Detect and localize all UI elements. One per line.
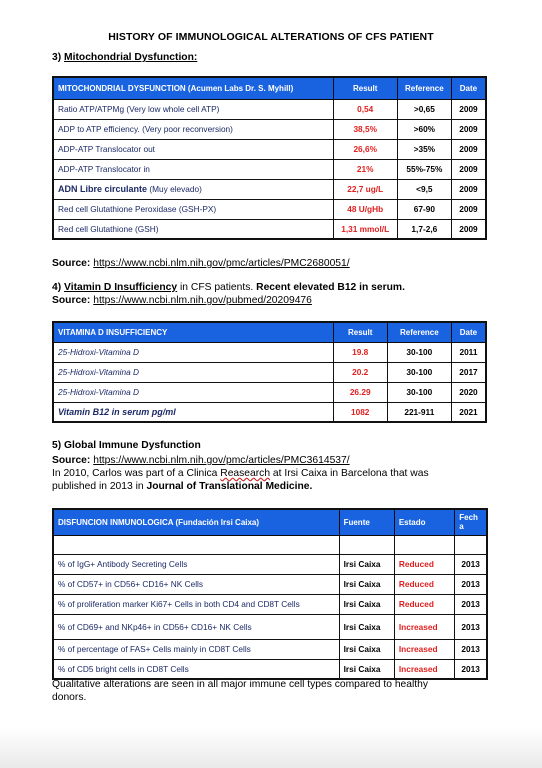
- row-result: 26.29: [333, 382, 387, 402]
- section-3-number: 3): [52, 52, 62, 63]
- row-name: 25-Hidroxi-Vitamina D: [53, 362, 333, 382]
- source-label: Source:: [52, 295, 91, 306]
- row-reference: 30-100: [387, 342, 451, 362]
- para-text: In 2010, Carlos was part of a Clinica: [52, 468, 221, 479]
- header-cell: Fuente: [339, 509, 394, 535]
- row-status: Increased: [394, 614, 454, 639]
- table-row: [53, 362, 486, 382]
- row-name: [53, 119, 333, 139]
- row-status: Reduced: [394, 554, 454, 574]
- row-name: [53, 199, 333, 219]
- table-row: [53, 219, 486, 239]
- table-row: [53, 99, 486, 119]
- header-cell: [455, 509, 487, 535]
- section-5-heading: 5) Global Immune Dysfunction: [52, 440, 201, 451]
- para-text: at Irsi Caixa in Barcelona that was: [270, 468, 429, 479]
- vitamin-d-table-header: [53, 322, 486, 342]
- row-name-text: ADP to ATP efficiency. (Very poor reconversion): [58, 124, 233, 134]
- row-name: 25-Hidroxi-Vitamina D: [53, 382, 333, 402]
- row-name: % of percentage of FAS+ Cells mainly in CD8T Cells: [53, 639, 339, 659]
- row-date: 2009: [451, 199, 486, 219]
- vitamin-d-table: [52, 321, 487, 423]
- table-row: [53, 159, 486, 179]
- header-cell: Result: [333, 77, 397, 99]
- row-date: 2013: [455, 574, 487, 594]
- spacer-row: [53, 535, 487, 554]
- mitochondrial-table-header: [53, 77, 486, 99]
- row-date: 2017: [451, 362, 486, 382]
- row-name: [53, 219, 333, 239]
- row-name: [53, 159, 333, 179]
- header-cell: Reference: [387, 322, 451, 342]
- row-result: 1,31 mmol/L: [333, 219, 397, 239]
- row-name-text: ADP-ATP Translocator out: [58, 144, 155, 154]
- section-3-source: [52, 257, 350, 270]
- row-status: Increased: [394, 659, 454, 679]
- table-row: [53, 139, 486, 159]
- section-4-title: Vitamin D Insufficiency: [64, 282, 178, 293]
- source-link[interactable]: https://www.ncbi.nlm.nih.gov/pubmed/20209476: [93, 295, 312, 306]
- para-text: published in 2013 in: [52, 481, 147, 492]
- section-4-source: [52, 294, 312, 307]
- row-result: 0,54: [333, 99, 397, 119]
- source-link[interactable]: https://www.ncbi.nlm.nih.gov/pmc/articles/PMC2680051/: [93, 258, 350, 269]
- header-cell: Result: [333, 322, 387, 342]
- footer-line: donors.: [52, 692, 87, 703]
- row-name-text: (Muy elevado): [147, 184, 202, 194]
- row-status: Reduced: [394, 594, 454, 614]
- header-text: Fech: [459, 513, 478, 523]
- row-name: Vitamin B12 in serum pg/ml: [53, 402, 333, 422]
- table-row: [53, 574, 487, 594]
- row-name: [53, 139, 333, 159]
- header-cell: VITAMINA D INSUFFICIENCY: [53, 322, 333, 342]
- row-name: % of proliferation marker Ki67+ Cells in both CD4 and CD8T Cells: [53, 594, 339, 614]
- header-cell: Date: [451, 322, 486, 342]
- header-cell: DISFUNCION INMUNOLOGICA (Fundación Irsi Caixa): [53, 509, 339, 535]
- page-bottom-shadow: [0, 728, 542, 768]
- row-name: 25-Hidroxi-Vitamina D: [53, 342, 333, 362]
- section-3-heading: [52, 52, 197, 63]
- row-source: Irsi Caixa: [339, 594, 394, 614]
- row-source: Irsi Caixa: [339, 659, 394, 679]
- section-4-heading: [52, 281, 405, 294]
- row-result: 20.2: [333, 362, 387, 382]
- row-date: 2013: [455, 554, 487, 574]
- row-status: Reduced: [394, 574, 454, 594]
- row-name: [53, 99, 333, 119]
- row-name: [53, 179, 333, 199]
- row-reference: >60%: [397, 119, 451, 139]
- table-row: [53, 402, 486, 422]
- table-row: [53, 179, 486, 199]
- journal-name: Journal of Translational Medicine.: [146, 481, 313, 492]
- header-text: a: [459, 522, 464, 532]
- header-cell: Estado: [394, 509, 454, 535]
- mitochondrial-table: [52, 76, 487, 240]
- row-date: 2009: [451, 139, 486, 159]
- section-5-paragraph: [52, 467, 429, 493]
- row-name-text: ADP-ATP Translocator in: [58, 164, 150, 174]
- row-date: 2013: [455, 614, 487, 639]
- table-row: [53, 342, 486, 362]
- footer-paragraph: [52, 678, 428, 704]
- row-date: 2020: [451, 382, 486, 402]
- row-reference: 30-100: [387, 362, 451, 382]
- row-result: 21%: [333, 159, 397, 179]
- row-name-text: Red cell Glutathione (GSH): [58, 223, 159, 234]
- row-name: % of CD5 bright cells in CD8T Cells: [53, 659, 339, 679]
- row-reference: <9,5: [397, 179, 451, 199]
- table-row: [53, 594, 487, 614]
- table-row: [53, 614, 487, 639]
- table-row: [53, 554, 487, 574]
- row-reference: 30-100: [387, 382, 451, 402]
- header-cell: Date: [451, 77, 486, 99]
- immune-dysfunction-table: [52, 508, 488, 680]
- source-label: Source:: [52, 455, 91, 466]
- row-source: Irsi Caixa: [339, 639, 394, 659]
- immune-table-header: [53, 509, 487, 535]
- row-date: 2013: [455, 594, 487, 614]
- section-4-number: 4): [52, 282, 62, 293]
- source-label: Source:: [52, 258, 91, 269]
- row-result: 26,6%: [333, 139, 397, 159]
- document-title: HISTORY OF IMMUNOLOGICAL ALTERATIONS OF CFS PATIENT: [108, 31, 434, 43]
- row-source: Irsi Caixa: [339, 554, 394, 574]
- row-reference: 1,7-2,6: [397, 219, 451, 239]
- row-result: 19.8: [333, 342, 387, 362]
- table-row: [53, 639, 487, 659]
- row-name: % of CD57+ in CD56+ CD16+ NK Cells: [53, 574, 339, 594]
- row-source: Irsi Caixa: [339, 614, 394, 639]
- source-link[interactable]: https://www.ncbi.nlm.nih.gov/pmc/articles/PMC3614537/: [93, 455, 350, 466]
- row-reference: >35%: [397, 139, 451, 159]
- section-4-title-rest: in CFS patients.: [177, 282, 254, 293]
- row-date: 2013: [455, 639, 487, 659]
- row-result: 1082: [333, 402, 387, 422]
- row-result: 48 U/gHb: [333, 199, 397, 219]
- row-date: 2013: [455, 659, 487, 679]
- row-date: 2009: [451, 99, 486, 119]
- row-reference: 67-90: [397, 199, 451, 219]
- row-date: 2009: [451, 179, 486, 199]
- section-5-source: [52, 454, 350, 467]
- para-misspelled-word: Reasearch: [220, 468, 271, 479]
- row-reference: 221-911: [387, 402, 451, 422]
- row-result: 38,5%: [333, 119, 397, 139]
- row-name-text: Red cell Glutathione Peroxidase (GSH-PX): [58, 204, 217, 214]
- row-name-bold: ADN Libre circulante: [58, 184, 148, 194]
- table-row: [53, 199, 486, 219]
- section-4-title-bold: Recent elevated B12 in serum.: [253, 282, 405, 293]
- row-result: 22,7 ug/L: [333, 179, 397, 199]
- header-cell: MITOCHONDRIAL DYSFUNCTION (Acumen Labs Dr. S. Myhill): [53, 77, 333, 99]
- row-date: 2021: [451, 402, 486, 422]
- row-status: Increased: [394, 639, 454, 659]
- row-date: 2009: [451, 219, 486, 239]
- section-3-title: Mitochondrial Dysfunction:: [64, 52, 198, 63]
- row-source: Irsi Caixa: [339, 574, 394, 594]
- row-date: 2009: [451, 119, 486, 139]
- header-cell: Reference: [397, 77, 451, 99]
- row-reference: >0,65: [397, 99, 451, 119]
- footer-line: Qualitative alterations are seen in all major immune cell types compared to healthy: [52, 679, 429, 690]
- row-date: 2009: [451, 159, 486, 179]
- row-date: 2011: [451, 342, 486, 362]
- row-reference: 55%-75%: [397, 159, 451, 179]
- row-name: % of IgG+ Antibody Secreting Cells: [53, 554, 339, 574]
- row-name: % of CD69+ and NKp46+ in CD56+ CD16+ NK Cells: [53, 614, 339, 639]
- row-name-text: Ratio ATP/ATPMg (Very low whole cell ATP): [58, 104, 220, 114]
- table-row: [53, 659, 487, 679]
- table-row: [53, 119, 486, 139]
- table-row: [53, 382, 486, 402]
